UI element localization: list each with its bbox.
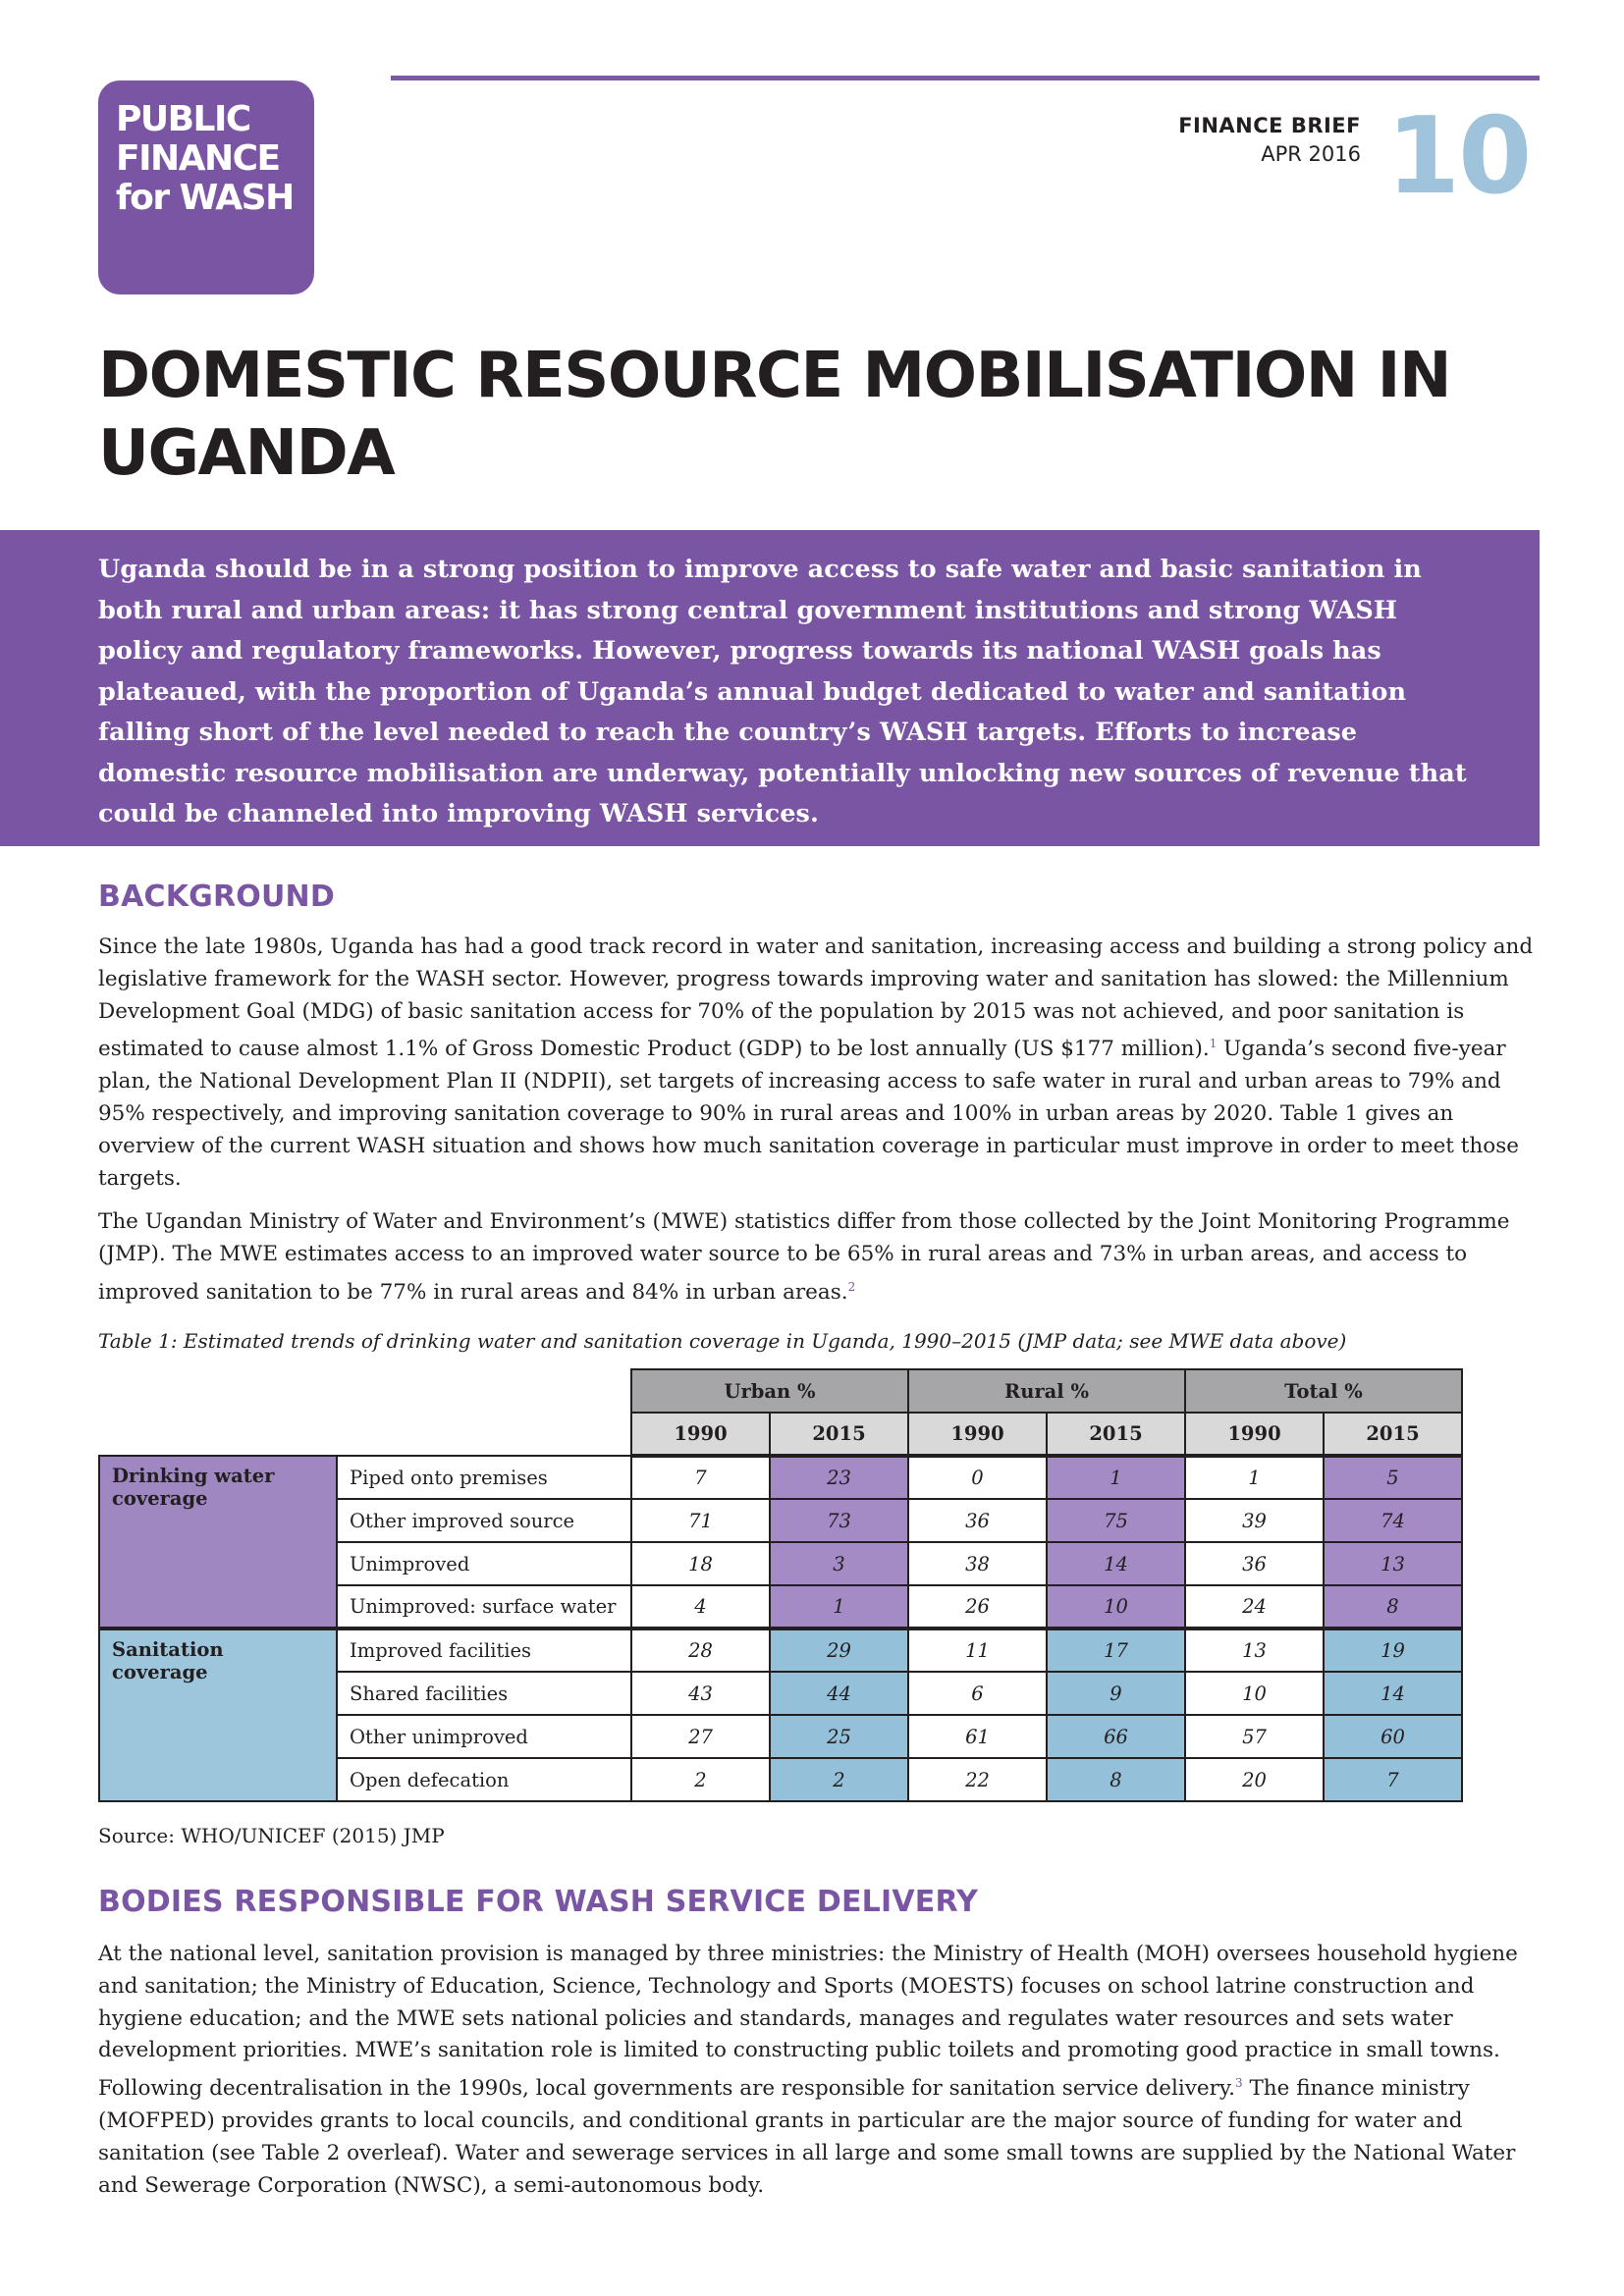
- group-header-urban: Urban %: [631, 1369, 908, 1413]
- table-cell: 18: [631, 1542, 770, 1585]
- table-cell: 7: [1324, 1758, 1462, 1801]
- background-p1-text-b: Uganda’s second five-year plan, the National Development Plan II (NDPII), set targets of increasing access to safe water in rural and urban areas to 79% and 95% respectively, and improving sanitation coverage to 90% in rural areas and 100% in urban areas by 2020. Table 1 gives an overview of the current WASH situation and shows how much sanitation coverage in particular must improve in order to meet those targets.: [98, 1037, 1519, 1191]
- row-label: Piped onto premises: [337, 1456, 631, 1499]
- table-cell: 28: [631, 1629, 770, 1672]
- row-label: Unimproved: [337, 1542, 631, 1585]
- table-cell: 2: [770, 1758, 908, 1801]
- table-cell: 8: [1047, 1758, 1185, 1801]
- table-cell: 26: [908, 1585, 1047, 1629]
- table-cell: 36: [908, 1499, 1047, 1542]
- table-cell: 71: [631, 1499, 770, 1542]
- bodies-text-b: The finance ministry (MOFPED) provides grants to local councils, and conditional grants in particular are the major source of funding for water and sanitation (see Table 2 overleaf). Water and sewerage services in all large and some small towns are supplied by the National Water and Sewerage Corporation (NWSC), a semi-autonomous body.: [98, 2076, 1516, 2198]
- background-heading: BACKGROUND: [98, 880, 335, 914]
- background-paragraph-2: [98, 1206, 1542, 1309]
- bodies-text-a: At the national level, sanitation provision is managed by three ministries: the Ministry of Health (MOH) oversees household hygiene and sanitation; the Ministry of Education, Science, Technology and Sports (MOESTS) focuses on school latrine construction and hygiene education; and the MWE sets national policies and standards, manages and regulates water resources and sets water development priorities. MWE’s sanitation role is limited to constructing public toilets and promoting good practice in small towns. Following decentralisation in the 1990s, local governments are responsible for sanitation service delivery.: [98, 1942, 1518, 2102]
- table-cell: 57: [1185, 1715, 1324, 1758]
- group-header-rural: Rural %: [908, 1369, 1185, 1413]
- footnote-ref-2: 2: [847, 1279, 856, 1294]
- table-cell: 9: [1047, 1672, 1185, 1715]
- table-cell: 27: [631, 1715, 770, 1758]
- year-header: 2015: [770, 1413, 908, 1456]
- table-corner: [99, 1413, 631, 1456]
- logo-line-1: PUBLIC: [116, 99, 250, 139]
- table-cell: 43: [631, 1672, 770, 1715]
- row-label: Unimproved: surface water: [337, 1585, 631, 1629]
- bodies-paragraph: [98, 1939, 1542, 2203]
- table-row: [99, 1456, 1462, 1499]
- bodies-heading: BODIES RESPONSIBLE FOR WASH SERVICE DELIVERY: [98, 1885, 979, 1919]
- table-cell: 29: [770, 1629, 908, 1672]
- table-cell: 1: [770, 1585, 908, 1629]
- table-cell: 13: [1185, 1629, 1324, 1672]
- table-cell: 11: [908, 1629, 1047, 1672]
- public-finance-for-wash-logo: [98, 80, 314, 294]
- table-cell: 6: [908, 1672, 1047, 1715]
- table-cell: 1: [1185, 1456, 1324, 1499]
- table-group-header-row: [99, 1369, 1462, 1413]
- coverage-table: [98, 1368, 1463, 1802]
- table-cell: 8: [1324, 1585, 1462, 1629]
- table-cell: 38: [908, 1542, 1047, 1585]
- intro-text: Uganda should be in a strong position to improve access to safe water and basic sanitation in both rural and urban areas: it has strong central government institutions and strong WASH policy and regulatory frameworks. However, progress towards its national WASH goals has plateaued, with the proportion of Uganda’s annual budget dedicated to water and sanitation falling short of the level needed to reach the country’s WASH targets. Efforts to increase domestic resource mobilisation are underway, potentially unlocking new sources of revenue that could be channeled into improving WASH services.: [98, 555, 1467, 828]
- table-cell: 61: [908, 1715, 1047, 1758]
- series-label: FINANCE BRIEF: [1178, 114, 1361, 137]
- table-cell: 73: [770, 1499, 908, 1542]
- table-cell: 13: [1324, 1542, 1462, 1585]
- table-cell: 10: [1047, 1585, 1185, 1629]
- year-header: 2015: [1047, 1413, 1185, 1456]
- year-header: 1990: [908, 1413, 1047, 1456]
- table-cell: 10: [1185, 1672, 1324, 1715]
- table-cell: 3: [770, 1542, 908, 1585]
- year-header: 1990: [1185, 1413, 1324, 1456]
- footnote-ref-1: 1: [1209, 1037, 1218, 1051]
- year-header: 1990: [631, 1413, 770, 1456]
- table-cell: 0: [908, 1456, 1047, 1499]
- table-cell: 66: [1047, 1715, 1185, 1758]
- row-label: Shared facilities: [337, 1672, 631, 1715]
- background-paragraph-1: [98, 932, 1542, 1196]
- table-cell: 4: [631, 1585, 770, 1629]
- section-label-drinking-water: Drinking water coverage: [99, 1456, 337, 1629]
- table-cell: 36: [1185, 1542, 1324, 1585]
- table-cell: 25: [770, 1715, 908, 1758]
- table-cell: 60: [1324, 1715, 1462, 1758]
- logo-line-2: FINANCE: [116, 138, 280, 179]
- top-rule: [391, 76, 1540, 80]
- table-cell: 22: [908, 1758, 1047, 1801]
- table-cell: 39: [1185, 1499, 1324, 1542]
- background-p2-text: The Ugandan Ministry of Water and Environment’s (MWE) statistics differ from those collected by the Joint Monitoring Programme (JMP). The MWE estimates access to an improved water source to be 65% in rural areas and 73% in urban areas, and access to improved sanitation to be 77% in rural areas and 84% in urban areas.: [98, 1209, 1510, 1305]
- table-cell: 19: [1324, 1629, 1462, 1672]
- table-cell: 17: [1047, 1629, 1185, 1672]
- brief-label: [1178, 112, 1361, 169]
- table-source: Source: WHO/UNICEF (2015) JMP: [98, 1824, 445, 1847]
- table-cell: 7: [631, 1456, 770, 1499]
- year-header: 2015: [1324, 1413, 1462, 1456]
- table-cell: 1: [1047, 1456, 1185, 1499]
- table-row: [99, 1629, 1462, 1672]
- row-label: Other improved source: [337, 1499, 631, 1542]
- logo-line-3: for WASH: [116, 178, 294, 218]
- table-corner: [99, 1369, 631, 1413]
- row-label: Open defecation: [337, 1758, 631, 1801]
- brief-date: APR 2016: [1261, 142, 1361, 166]
- page-title: DOMESTIC RESOURCE MOBILISATION IN UGANDA: [98, 340, 1450, 490]
- section-label-sanitation: Sanitation coverage: [99, 1629, 337, 1801]
- footnote-ref-3: 3: [1234, 2076, 1243, 2091]
- table-cell: 14: [1324, 1672, 1462, 1715]
- brief-number: 10: [1386, 95, 1531, 218]
- table-cell: 14: [1047, 1542, 1185, 1585]
- intro-box: [0, 530, 1540, 846]
- table-cell: 5: [1324, 1456, 1462, 1499]
- row-label: Other unimproved: [337, 1715, 631, 1758]
- background-p1-text-a: Since the late 1980s, Uganda has had a good track record in water and sanitation, increasing access and building a strong policy and legislative framework for the WASH sector. However, progress towards improving water and sanitation has slowed: the Millennium Development Goal (MDG) of basic sanitation access for 70% of the population by 2015 was not achieved, and poor sanitation is estimated to cause almost 1.1% of Gross Domestic Product (GDP) to be lost annually (US $177 million).: [98, 934, 1534, 1062]
- table-cell: 75: [1047, 1499, 1185, 1542]
- table-cell: 20: [1185, 1758, 1324, 1801]
- table-cell: 23: [770, 1456, 908, 1499]
- table-year-header-row: [99, 1413, 1462, 1456]
- group-header-total: Total %: [1185, 1369, 1462, 1413]
- table-cell: 44: [770, 1672, 908, 1715]
- table-cell: 24: [1185, 1585, 1324, 1629]
- table-caption: Table 1: Estimated trends of drinking water and sanitation coverage in Uganda, 1990–2015 (JMP data; see MWE data above): [98, 1329, 1347, 1353]
- table-cell: 2: [631, 1758, 770, 1801]
- row-label: Improved facilities: [337, 1629, 631, 1672]
- table-cell: 74: [1324, 1499, 1462, 1542]
